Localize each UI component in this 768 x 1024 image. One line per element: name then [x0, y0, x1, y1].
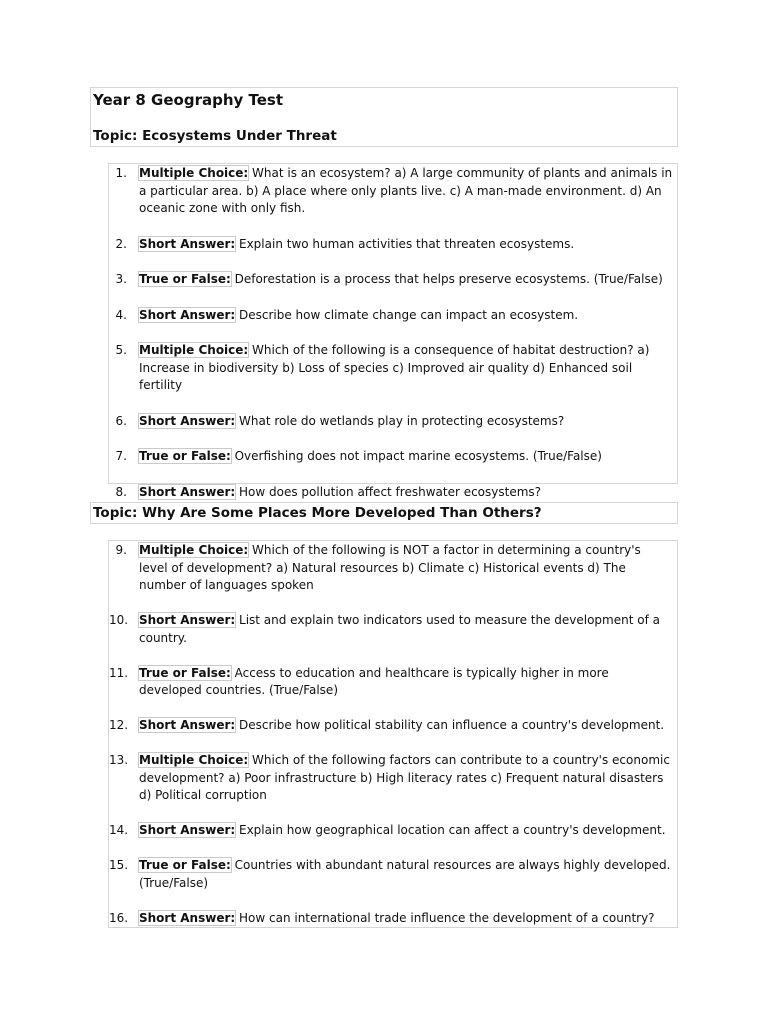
question-text: Access to education and healthcare is typically higher in more developed countries. (True/False) [139, 665, 609, 697]
question-number: 16. [109, 910, 129, 925]
question-item [109, 752, 673, 805]
question-item [109, 307, 673, 325]
question-text: Countries with abundant natural resources are always highly developed. (True/False) [139, 858, 671, 890]
question-item [109, 822, 673, 840]
question-type-label: True or False: [139, 449, 231, 463]
question-item [109, 612, 673, 647]
question-text: Which of the following factors can contribute to a country's economic development? a) Poor infrastructure b) High literacy rates c) Frequent natural disasters d) Political corruption [139, 753, 670, 802]
question-item [109, 484, 673, 502]
question-item [109, 342, 673, 395]
question-type-label: Multiple Choice: [139, 343, 249, 357]
question-number: 10. [109, 613, 129, 627]
question-number: 4. [115, 307, 127, 322]
question-item [109, 717, 673, 735]
question-type-label: Short Answer: [139, 307, 236, 322]
question-text: How does pollution affect freshwater ecosystems? [235, 484, 542, 499]
question-text: Explain two human activities that threaten ecosystems. [235, 236, 575, 251]
question-number: 7. [115, 449, 127, 463]
question-type-label: True or False: [139, 858, 231, 872]
question-text: Which of the following is NOT a factor in determining a country's level of development? a) Natural resources b) Climate c) Historical events d) The number of languages spoken [139, 543, 641, 592]
question-number: 6. [115, 413, 127, 428]
question-type-label: Multiple Choice: [139, 543, 249, 557]
section-topic-development: Topic: Why Are Some Places More Developed Than Others? [93, 505, 542, 521]
document-title: Year 8 Geography Test [93, 91, 284, 109]
question-type-label: Multiple Choice: [139, 753, 249, 767]
question-number: 15. [109, 858, 129, 872]
question-item [109, 665, 673, 700]
question-number: 1. [115, 166, 127, 180]
question-type-label: Short Answer: [139, 236, 236, 251]
question-type-label: True or False: [139, 665, 231, 680]
question-item [109, 271, 673, 289]
document-header [90, 87, 678, 147]
question-text: List and explain two indicators used to measure the development of a country. [139, 613, 660, 645]
question-number: 14. [109, 823, 129, 837]
question-type-label: Short Answer: [139, 718, 236, 732]
question-type-label: Short Answer: [139, 910, 236, 925]
question-text: How can international trade influence the development of a country? [235, 910, 655, 925]
question-number: 9. [115, 543, 127, 557]
question-type-label: Short Answer: [139, 613, 236, 627]
section-header-development [90, 502, 678, 524]
question-item [109, 857, 673, 892]
question-text: Explain how geographical location can affect a country's development. [235, 823, 666, 837]
question-text: Overfishing does not impact marine ecosystems. (True/False) [230, 449, 602, 463]
question-item [109, 910, 673, 928]
question-list-development [108, 540, 678, 928]
question-list-ecosystems [108, 163, 678, 499]
question-item [109, 413, 673, 431]
question-item [109, 448, 673, 466]
section-topic-ecosystems: Topic: Ecosystems Under Threat [93, 128, 337, 144]
question-number: 5. [115, 343, 127, 357]
question-text: What role do wetlands play in protecting ecosystems? [235, 413, 565, 428]
question-list [109, 541, 673, 927]
question-text: What is an ecosystem? a) A large community of plants and animals in a particular area. b) A place where only plants live. c) A man-made environment. d) An oceanic zone with only fish. [139, 166, 673, 215]
question-text: Describe how climate change can impact an ecosystem. [235, 307, 579, 322]
question-type-label: Short Answer: [139, 823, 236, 837]
question-number: 8. [115, 484, 127, 499]
question-text: Which of the following is a consequence of habitat destruction? a) Increase in biodiversity b) Loss of species c) Improved air quality d) Enhanced soil fertility [139, 343, 650, 392]
question-type-label: True or False: [139, 272, 231, 286]
question-type-label: Short Answer: [139, 413, 236, 428]
question-number: 12. [109, 718, 129, 732]
question-number: 3. [115, 272, 127, 286]
question-text: Deforestation is a process that helps preserve ecosystems. (True/False) [230, 272, 663, 286]
question-type-label: Short Answer: [139, 484, 236, 499]
question-number: 2. [115, 236, 127, 251]
question-list [109, 164, 673, 501]
question-item [109, 165, 673, 218]
question-number: 11. [109, 665, 129, 680]
question-text: Describe how political stability can influence a country's development. [235, 718, 665, 732]
question-number: 13. [109, 753, 129, 767]
question-type-label: Multiple Choice: [139, 166, 249, 180]
question-item [109, 542, 673, 595]
question-item [109, 236, 673, 254]
